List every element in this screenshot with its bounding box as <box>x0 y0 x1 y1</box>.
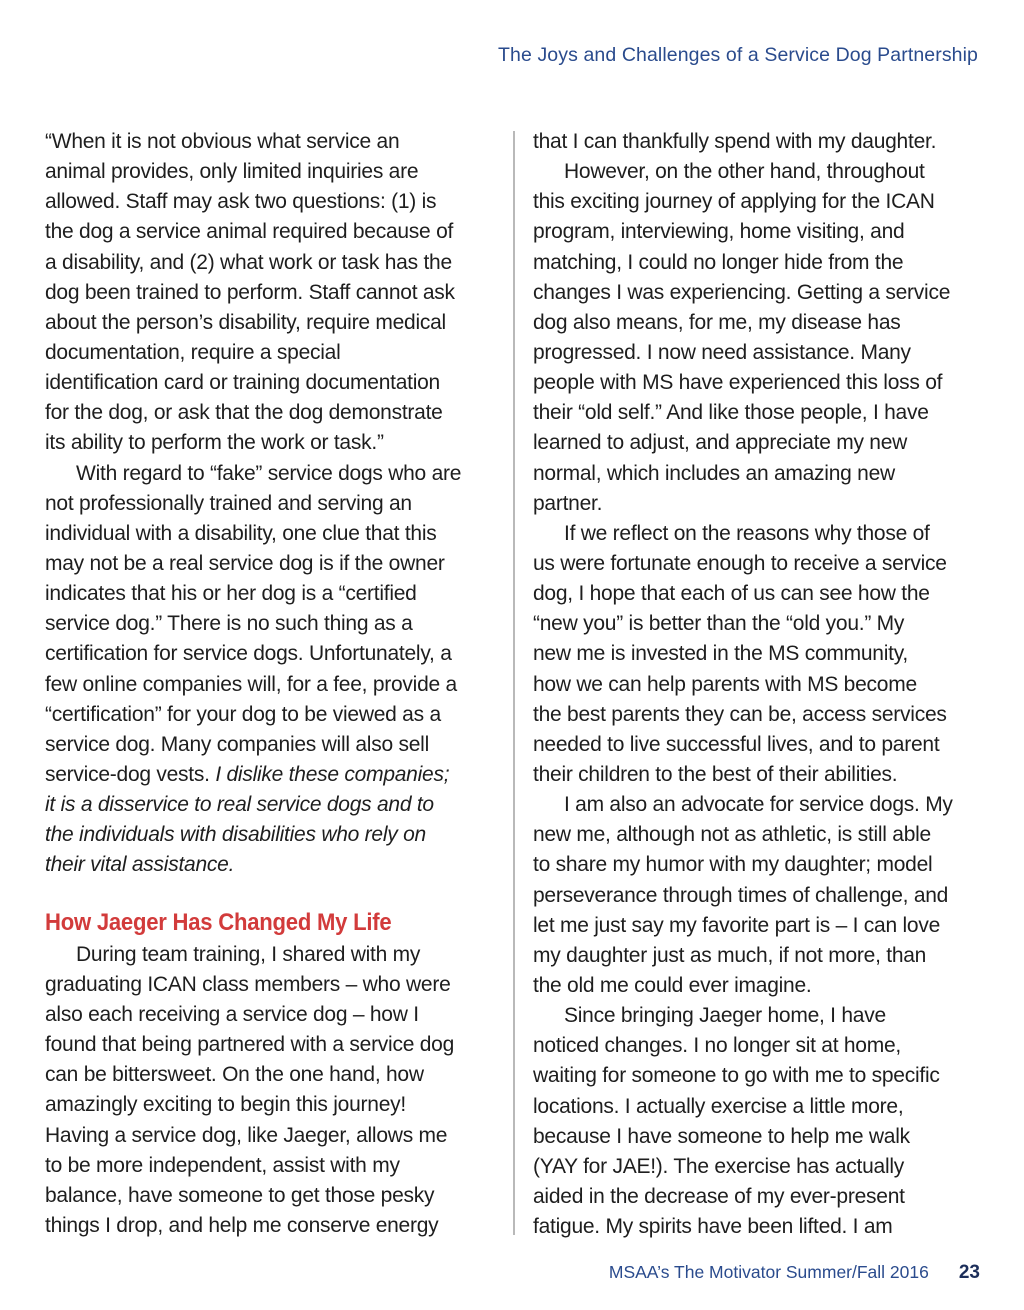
body-line: this exciting journey of applying for the ICAN <box>533 190 935 214</box>
body-line: about the person’s disability, require medical <box>45 310 446 334</box>
plain-text: service-dog vests. <box>45 762 216 786</box>
body-line: “new you” is better than the “old you.” My <box>533 612 905 636</box>
paragraph-start-line: Since bringing Jaeger home, I have <box>564 1004 886 1028</box>
italic-text: I dislike these companies; <box>215 762 450 786</box>
body-line: “When it is not obvious what service an <box>45 130 400 153</box>
body-line: found that being partnered with a service dog <box>45 1033 455 1057</box>
body-line: changes I was experiencing. Getting a service <box>533 280 951 304</box>
body-line: perseverance through times of challenge, and <box>533 883 949 907</box>
body-line: a disability, and (2) what work or task has the <box>45 250 452 274</box>
body-line: service dog.” There is no such thing as a <box>45 612 413 636</box>
body-line: individual with a disability, one clue that this <box>45 521 437 545</box>
body-line: fatigue. My spirits have been lifted. I am <box>533 1215 893 1239</box>
body-line: dog been trained to perform. Staff cannot ask <box>45 280 455 304</box>
body-line: animal provides, only limited inquiries are <box>45 160 419 184</box>
body-line: to share my humor with my daughter; model <box>533 853 933 877</box>
body-line: waiting for someone to go with me to specific <box>533 1064 940 1088</box>
body-line: their “old self.” And like those people, I have <box>533 401 929 425</box>
body-line: noticed changes. I no longer sit at home, <box>533 1034 901 1058</box>
paragraph-start-line: With regard to “fake” service dogs who are <box>76 461 462 485</box>
body-line: certification for service dogs. Unfortunately, a <box>45 642 452 666</box>
body-line: balance, have someone to get those pesky <box>45 1183 435 1207</box>
body-line: graduating ICAN class members – who were <box>45 972 451 996</box>
body-line: identification card or training documentation <box>45 371 440 395</box>
paragraph-start-line: However, on the other hand, throughout <box>564 160 925 184</box>
body-line: can be bittersweet. On the one hand, how <box>45 1063 424 1087</box>
body-line: allowed. Staff may ask two questions: (1) is <box>45 190 437 214</box>
body-line: not professionally trained and serving an <box>45 491 412 515</box>
mixed-style-line <box>45 760 495 790</box>
body-line: for the dog, or ask that the dog demonstrate <box>45 401 443 425</box>
body-line: learned to adjust, and appreciate my new <box>533 431 908 455</box>
body-line: their children to the best of their abilities. <box>533 762 898 786</box>
section-heading: How Jaeger Has Changed My Life <box>45 908 392 936</box>
body-line: few online companies will, for a fee, provide a <box>45 672 457 696</box>
body-line: my daughter just as much, if not more, than <box>533 943 927 967</box>
body-line: (YAY for JAE!). The exercise has actually <box>533 1154 905 1178</box>
body-line: people with MS have experienced this loss of <box>533 371 943 395</box>
paragraph-start-line: If we reflect on the reasons why those of <box>564 521 930 545</box>
body-line: things I drop, and help me conserve energy <box>45 1213 439 1237</box>
body-line: also each receiving a service dog – how I <box>45 1002 419 1026</box>
body-line: let me just say my favorite part is – I can love <box>533 913 940 937</box>
body-line: needed to live successful lives, and to parent <box>533 732 940 756</box>
column-divider <box>513 131 515 1235</box>
body-line: that I can thankfully spend with my daughter. <box>533 130 937 153</box>
body-line: program, interviewing, home visiting, and <box>533 220 905 244</box>
body-line: new me, although not as athletic, is still able <box>533 823 931 847</box>
body-line: the best parents they can be, access services <box>533 702 947 726</box>
italic-line: their vital assistance. <box>45 853 235 877</box>
body-line: progressed. I now need assistance. Many <box>533 340 911 364</box>
body-line: aided in the decrease of my ever-present <box>533 1184 905 1208</box>
body-line: normal, which includes an amazing new <box>533 461 895 485</box>
body-line: Having a service dog, like Jaeger, allows me <box>45 1123 448 1147</box>
running-head-title: The Joys and Challenges of a Service Dog Partnership <box>498 44 978 66</box>
body-line: dog, I hope that each of us can see how the <box>533 582 930 606</box>
italic-line: it is a disservice to real service dogs and to <box>45 793 434 817</box>
body-line: to be more independent, assist with my <box>45 1153 400 1177</box>
body-line: the old me could ever imagine. <box>533 973 812 997</box>
body-line: partner. <box>533 491 603 515</box>
paragraph-start-line: During team training, I shared with my <box>76 942 421 966</box>
body-line: us were fortunate enough to receive a service <box>533 551 947 575</box>
page-number: 23 <box>958 1262 980 1283</box>
paragraph-start-line: I am also an advocate for service dogs. My <box>564 793 953 817</box>
body-line: the dog a service animal required because of <box>45 220 454 244</box>
italic-line: the individuals with disabilities who rely on <box>45 823 426 847</box>
body-line: amazingly exciting to begin this journey! <box>45 1093 406 1117</box>
page-footer <box>609 1262 980 1284</box>
publication-name: MSAA’s The Motivator Summer/Fall 2016 <box>608 1262 929 1282</box>
body-line: because I have someone to help me walk <box>533 1124 910 1148</box>
body-line: may not be a real service dog is if the owner <box>45 551 445 575</box>
body-line: matching, I could no longer hide from the <box>533 250 904 274</box>
body-line: service dog. Many companies will also sell <box>45 732 429 756</box>
body-line: how we can help parents with MS become <box>533 672 917 696</box>
body-line: dog also means, for me, my disease has <box>533 310 901 334</box>
body-line: new me is invested in the MS community, <box>533 642 909 666</box>
body-line: indicates that his or her dog is a “certified <box>45 582 417 606</box>
body-line: locations. I actually exercise a little more, <box>533 1094 904 1118</box>
body-line: “certification” for your dog to be viewed as a <box>45 702 441 726</box>
left-column <box>45 127 495 1241</box>
body-line: its ability to perform the work or task.” <box>45 431 384 455</box>
body-line: documentation, require a special <box>45 340 341 364</box>
right-column <box>533 127 983 1242</box>
